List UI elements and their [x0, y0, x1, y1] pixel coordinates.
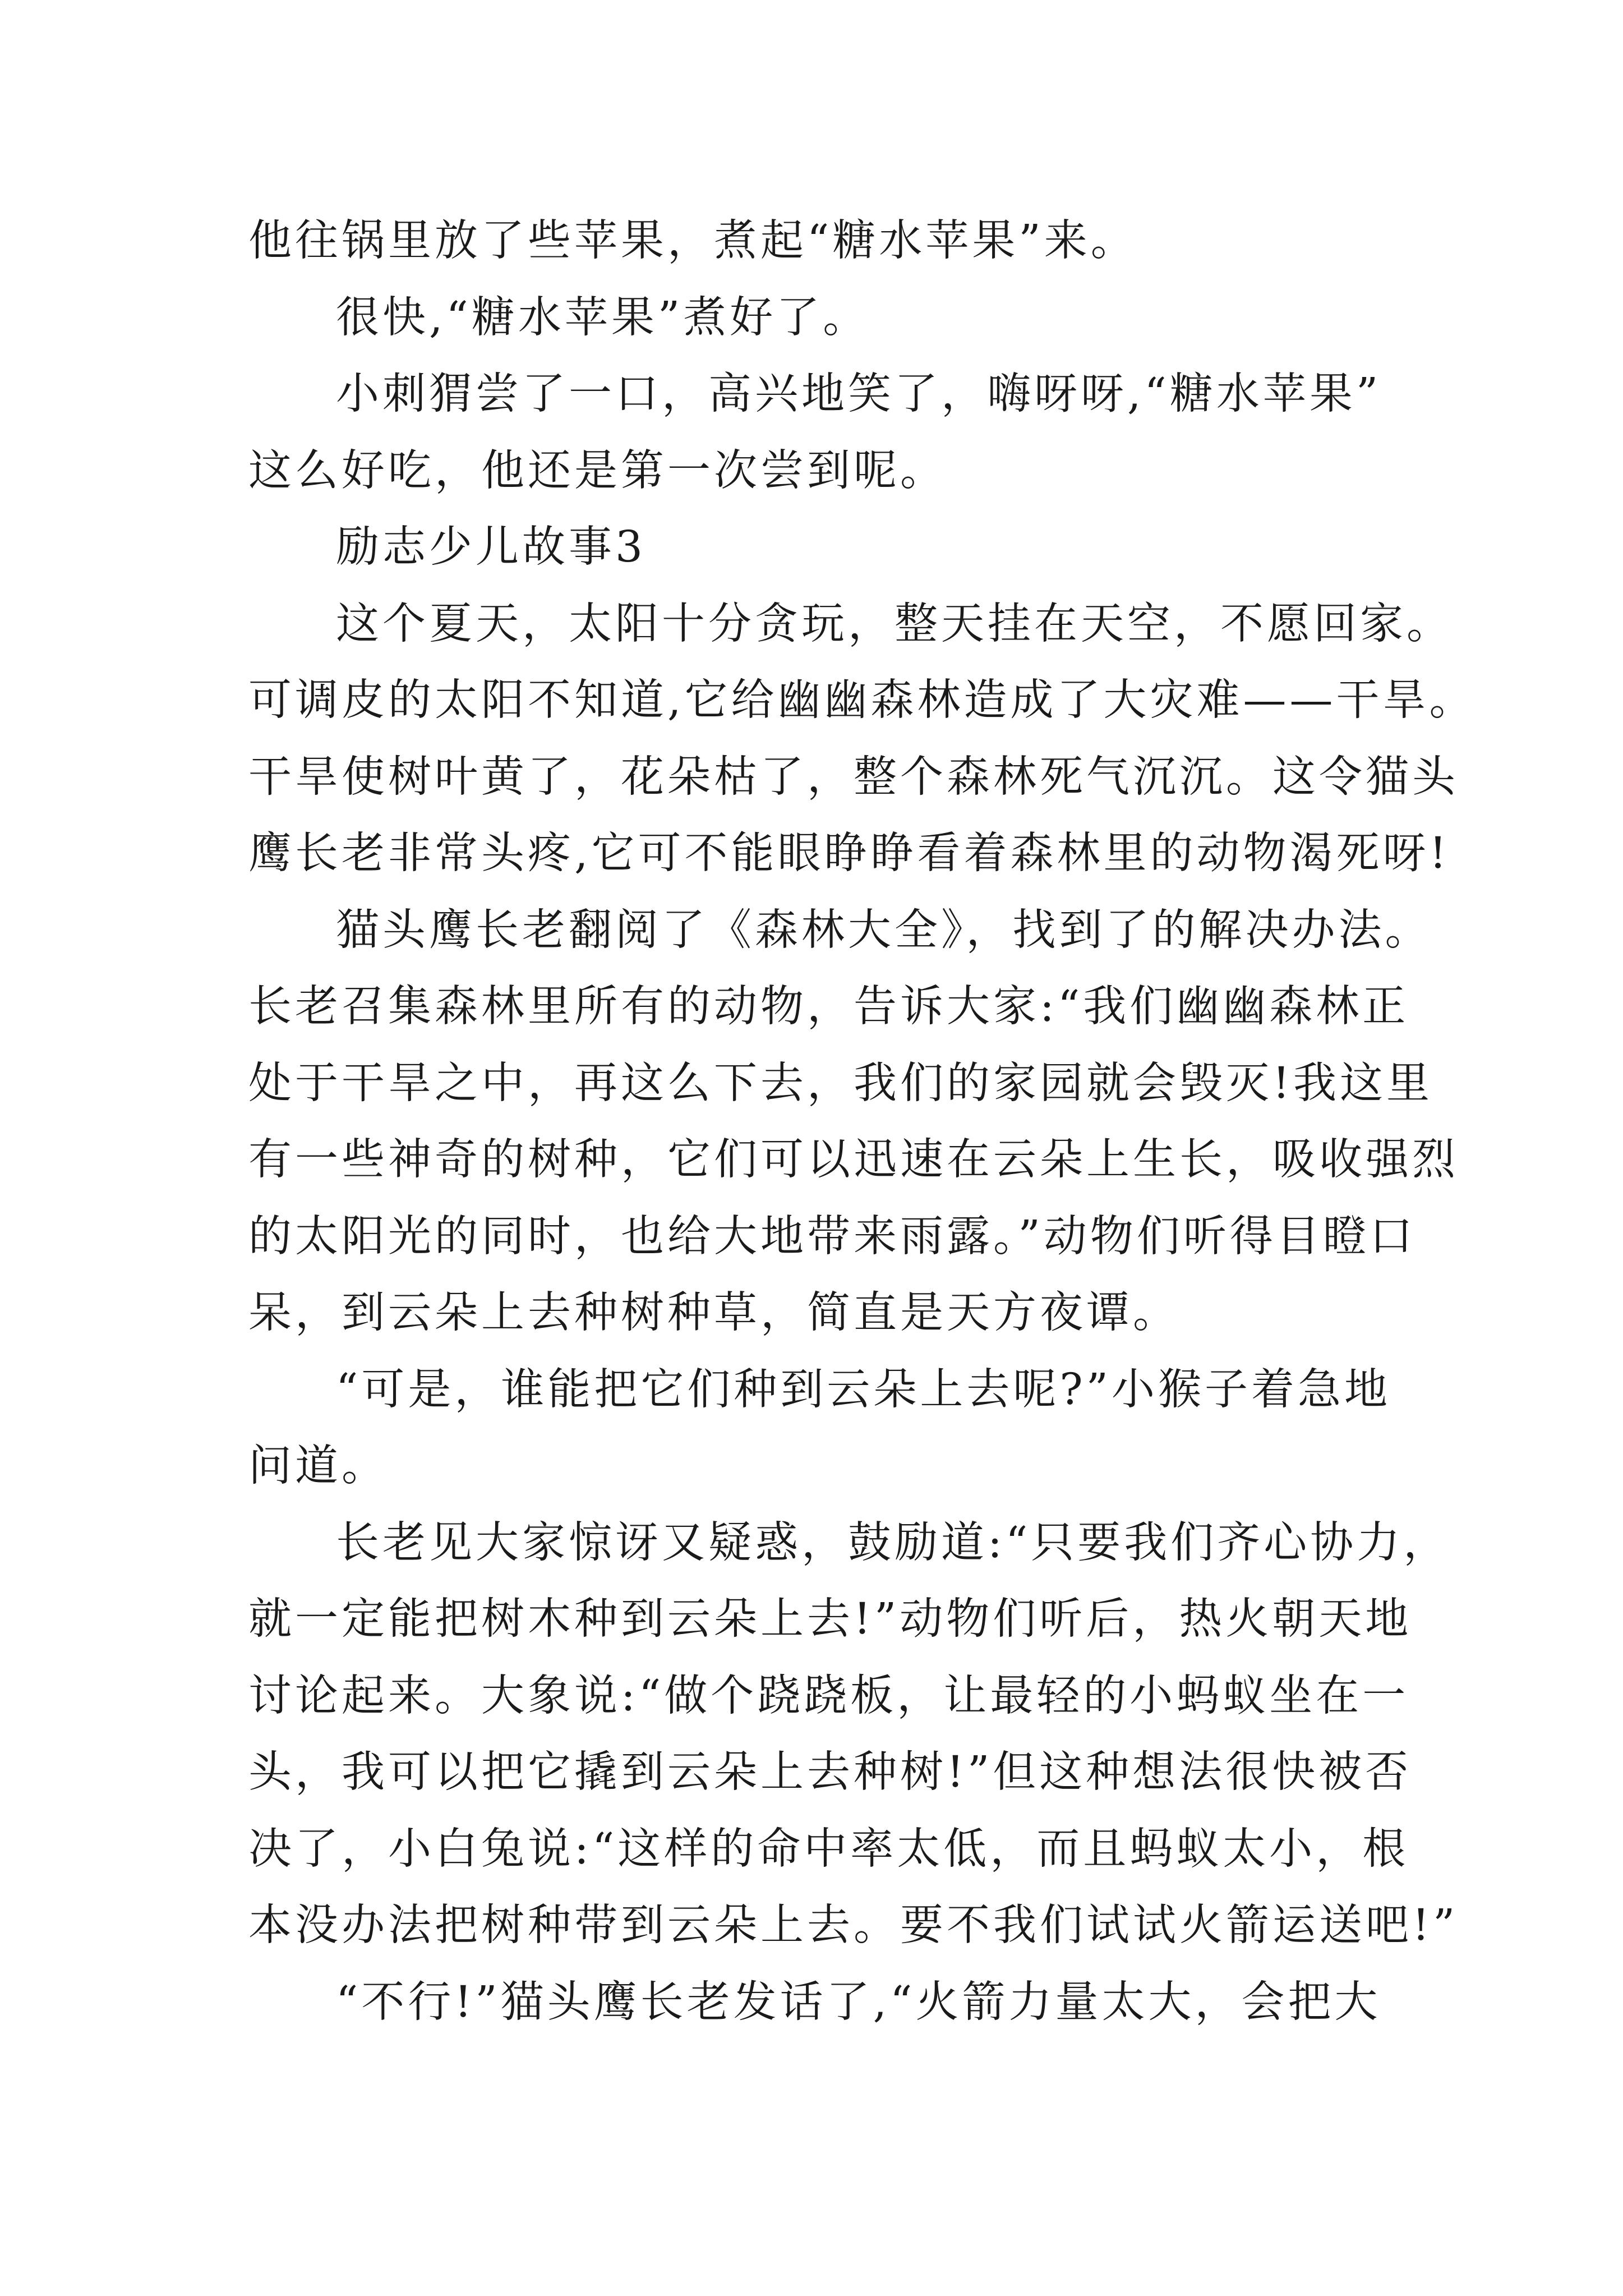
- text-line: 长老见大家惊讶又疑惑，鼓励道:“只要我们齐心协力，: [336, 1517, 1450, 1568]
- text-line: 的太阳光的同时，也给大地带来雨露。”动物们听得目瞪口: [248, 1211, 1416, 1262]
- text-line: 有一些神奇的树种，它们可以迅速在云朵上生长，吸收强烈: [248, 1135, 1459, 1185]
- text-line: 就一定能把树木种到云朵上去!”动物们听后，热火朝天地: [248, 1594, 1412, 1644]
- text-line: 他往锅里放了些苹果，煮起“糖水苹果”来。: [248, 216, 1137, 266]
- text-line: “可是，谁能把它们种到云朵上去呢?”小猴子着急地: [336, 1364, 1391, 1415]
- text-line: 本没办法把树种带到云朵上去。要不我们试试火箭运送吧!”: [248, 1901, 1459, 1950]
- text-line: 讨论起来。大象说:“做个跷跷板，让最轻的小蚂蚁坐在一: [248, 1671, 1409, 1721]
- text-line: 头，我可以把它撬到云朵上去种树!”但这种想法很快被否: [248, 1747, 1412, 1797]
- text-line: 呆，到云朵上去种树种草，简直是天方夜谭。: [248, 1288, 1179, 1338]
- section-heading: 励志少儿故事3: [336, 522, 646, 572]
- text-line: 处于干旱之中，再这么下去，我们的家园就会毁灭!我这里: [248, 1058, 1433, 1108]
- text-line: 这个夏天，太阳十分贪玩，整天挂在天空，不愿回家。: [336, 599, 1453, 649]
- text-line: 干旱使树叶黄了，花朵枯了，整个森林死气沉沉。这令猫头: [248, 752, 1459, 802]
- text-line: 这么好吃，他还是第一次尝到呢。: [248, 445, 947, 496]
- text-line: 问道。: [248, 1441, 388, 1491]
- document-body: [248, 203, 1476, 2041]
- text-line: 可调皮的太阳不知道,它给幽幽森林造成了大灾难——干旱。: [248, 675, 1476, 725]
- text-line: “不行!”猫头鹰长老发话了,“火箭力量太大，会把大: [336, 1977, 1381, 2027]
- text-line: 鹰长老非常头疼,它可不能眼睁睁看着森林里的动物渴死呀!: [248, 829, 1450, 878]
- text-line: 很快,“糖水苹果”煮好了。: [336, 292, 870, 343]
- text-line: 决了，小白兔说:“这样的命中率太低，而且蚂蚁太小，根: [248, 1824, 1409, 1874]
- text-line: 猫头鹰长老翻阅了《森林大全》，找到了的解决办法。: [336, 905, 1432, 955]
- text-line: 小刺猬尝了一口，高兴地笑了，嗨呀呀,“糖水苹果”: [336, 369, 1382, 419]
- text-line: 长老召集森林里所有的动物，告诉大家:“我们幽幽森林正: [248, 982, 1409, 1032]
